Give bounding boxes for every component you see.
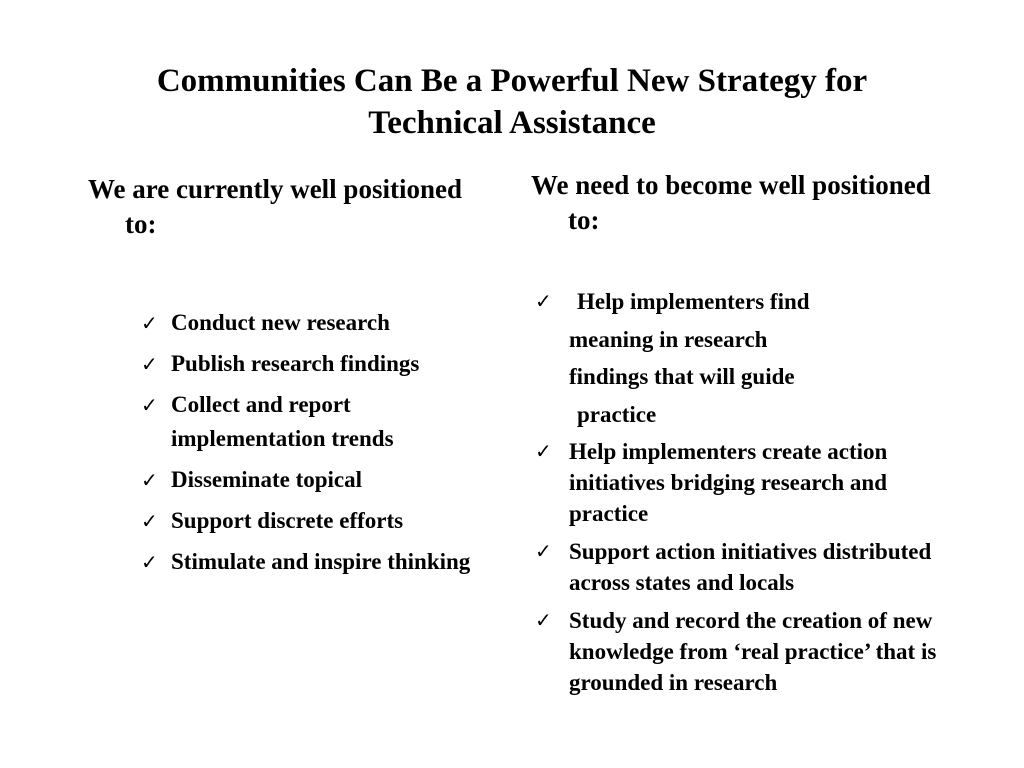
left-bullet-list <box>141 306 491 586</box>
list-item-text: Stimulate and inspire thinking <box>171 549 471 574</box>
list-item-text: Conduct new research <box>171 310 390 335</box>
check-icon: ✓ <box>141 311 158 335</box>
list-item-line: practice <box>577 401 657 427</box>
list-item-line: Help implementers find <box>577 289 810 314</box>
check-icon: ✓ <box>141 509 158 533</box>
right-column-heading: We need to become well positioned to: <box>531 170 931 235</box>
check-icon: ✓ <box>141 393 158 417</box>
list-item-text: Study and record the creation of new knowledge from ‘real practice’ that is grounded in research <box>569 608 937 695</box>
list-item-text: Collect and report implementation trends <box>171 392 394 451</box>
check-icon: ✓ <box>141 468 158 492</box>
slide-title-line-1: Communities Can Be a Powerful New Strategy for <box>156 63 868 99</box>
list-item <box>141 504 491 538</box>
list-item <box>141 388 491 456</box>
check-icon: ✓ <box>535 439 552 463</box>
list-item-line: findings that will guide <box>569 364 795 389</box>
right-first-list-item <box>535 283 915 433</box>
right-bullet-list <box>535 436 949 705</box>
list-item <box>141 347 491 381</box>
check-icon: ✓ <box>141 550 158 574</box>
list-item <box>141 306 491 340</box>
list-item-line: meaning in research <box>569 326 768 352</box>
list-item-text: Help implementers create action initiatives bridging research and practice <box>569 439 888 526</box>
check-icon: ✓ <box>141 352 158 376</box>
list-item <box>141 463 491 497</box>
check-icon: ✓ <box>535 289 552 313</box>
list-item <box>535 536 949 598</box>
list-item <box>535 436 949 529</box>
check-icon: ✓ <box>535 539 552 563</box>
list-item <box>535 605 949 698</box>
list-item-text: Publish research findings <box>171 351 420 376</box>
check-icon: ✓ <box>535 608 552 632</box>
list-item-text: Disseminate topical <box>171 467 363 492</box>
list-item <box>141 545 491 579</box>
left-column-heading: We are currently well positioned to: <box>88 174 462 239</box>
slide-title <box>40 60 984 144</box>
slide-title-line-2: Technical Assistance <box>368 105 656 141</box>
list-item-text: Support discrete efforts <box>171 508 404 533</box>
list-item-text: Support action initiatives distributed across states and locals <box>569 539 932 595</box>
